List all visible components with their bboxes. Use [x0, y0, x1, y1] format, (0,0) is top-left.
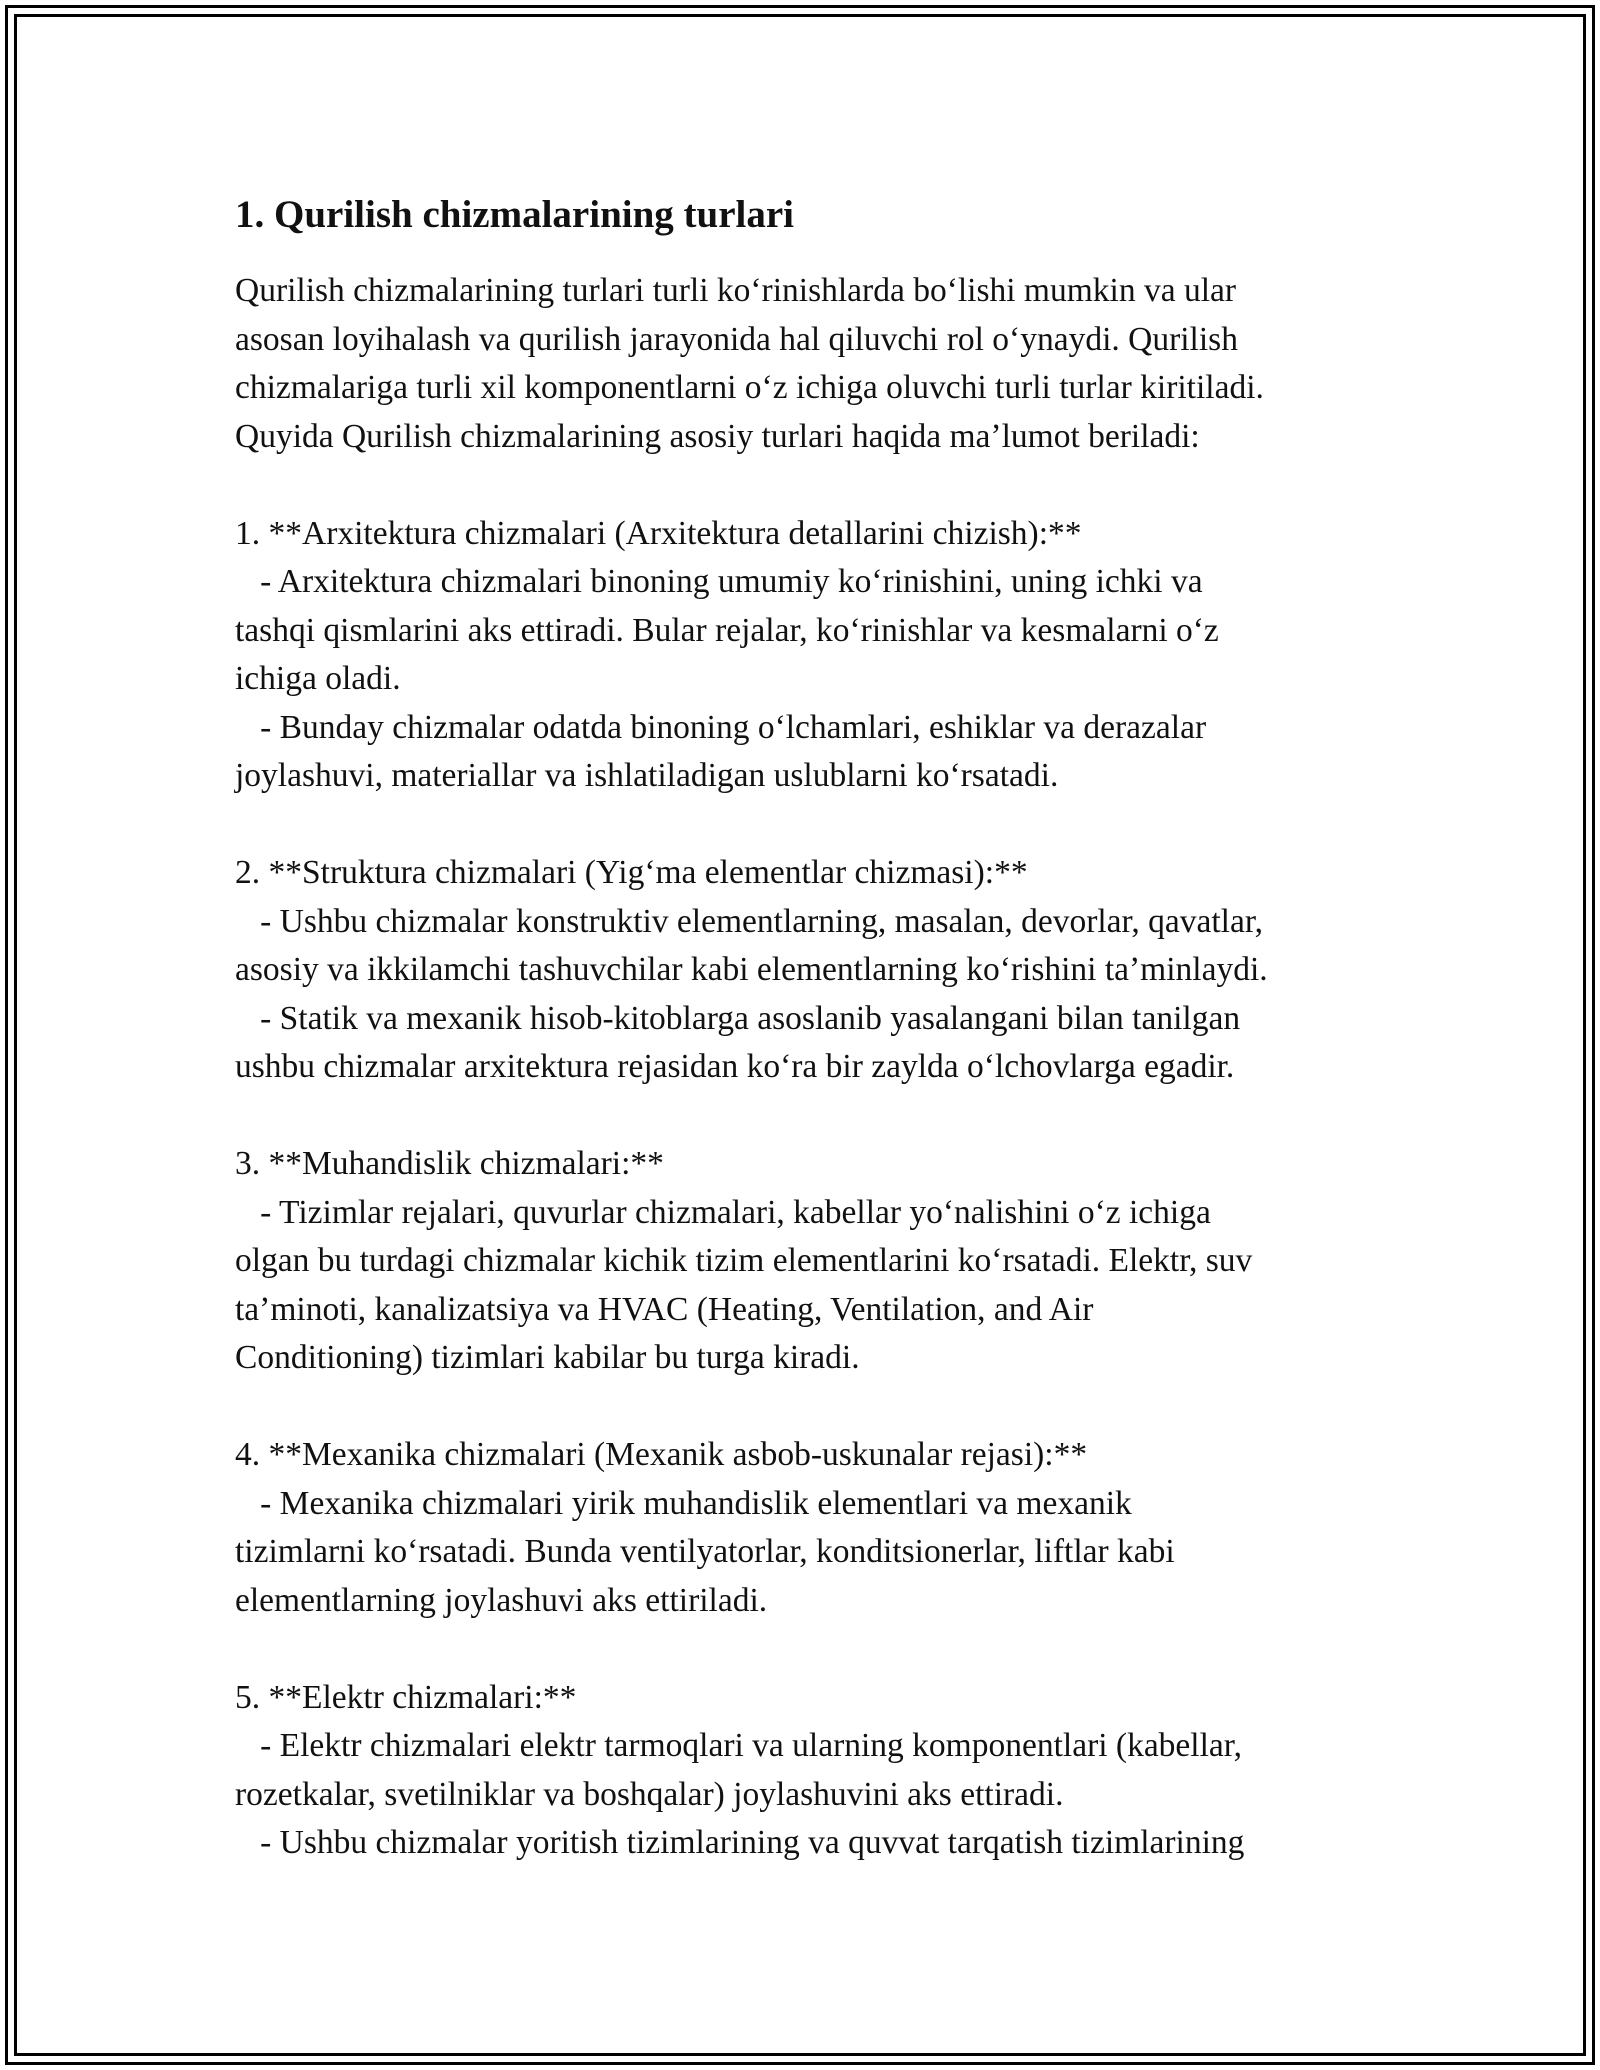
text-line: 2. **Struktura chizmalari (Yigʻma elementlar chizmasi):**: [235, 854, 1028, 891]
text-line: asosiy va ikkilamchi tashuvchilar kabi elementlarning koʻrishini taʼminlaydi.: [235, 951, 1268, 988]
blank-line: [235, 461, 1405, 510]
document-body: [235, 185, 1405, 1868]
document-text: [235, 267, 1405, 1868]
blank-line: [235, 1383, 1405, 1432]
text-line: - Ushbu chizmalar yoritish tizimlarining va quvvat tarqatish tizimlarining: [235, 1824, 1245, 1861]
text-line: 5. **Elektr chizmalari:**: [235, 1678, 577, 1716]
text-line: - Statik va mexanik hisob-kitoblarga asoslanib yasalangani bilan tanilgan: [235, 999, 1241, 1037]
text-line: chizmalariga turli xil komponentlarni oʻz ichiga oluvchi turli turlar kiritiladi.: [235, 369, 1264, 406]
text-line: tashqi qismlarini aks ettiradi. Bular rejalar, koʻrinishlar va kesmalarni oʻz: [235, 611, 1219, 649]
text-line: taʼminoti, kanalizatsiya va HVAC (Heating, Ventilation, and Air: [235, 1290, 1094, 1328]
text-line: ichiga oladi.: [235, 660, 401, 697]
blank-line: [235, 801, 1405, 850]
text-line: 1. **Arxitektura chizmalari (Arxitektura detallarini chizish):**: [235, 514, 1082, 552]
text-line: joylashuvi, materiallar va ishlatiladigan uslublarni koʻrsatadi.: [235, 757, 1059, 794]
text-line: rozetkalar, svetilniklar va boshqalar) joylashuvini aks ettiradi.: [235, 1775, 1064, 1813]
document-title: 1. Qurilish chizmalarining turlari: [235, 193, 795, 236]
text-line: Quyida Qurilish chizmalarining asosiy turlari haqida maʼlumot beriladi:: [235, 417, 1200, 455]
text-line: - Ushbu chizmalar konstruktiv elementlarning, masalan, devorlar, qavatlar,: [235, 902, 1264, 940]
text-line: 3. **Muhandislik chizmalari:**: [235, 1145, 664, 1182]
text-line: tizimlarni koʻrsatadi. Bunda ventilyatorlar, konditsionerlar, liftlar kabi: [235, 1533, 1175, 1570]
text-line: - Bunday chizmalar odatda binoning oʻlchamlari, eshiklar va derazalar: [235, 708, 1207, 746]
text-line: - Tizimlar rejalari, quvurlar chizmalari, kabellar yoʻnalishini oʻz ichiga: [235, 1193, 1211, 1231]
blank-line: [235, 1092, 1405, 1141]
text-line: - Arxitektura chizmalari binoning umumiy koʻrinishini, uning ichki va: [235, 563, 1203, 600]
text-line: ushbu chizmalar arxitektura rejasidan koʻra bir zaylda oʻlchovlarga egadir.: [235, 1048, 1235, 1085]
text-line: 4. **Mexanika chizmalari (Mexanik asbob-uskunalar rejasi):**: [235, 1436, 1088, 1473]
text-line: olgan bu turdagi chizmalar kichik tizim elementlarini koʻrsatadi. Elektr, suv: [235, 1242, 1253, 1279]
text-line: - Mexanika chizmalari yirik muhandislik elementlari va mexanik: [235, 1484, 1132, 1522]
text-line: elementlarning joylashuvi aks ettiriladi.: [235, 1581, 768, 1619]
blank-line: [235, 1625, 1405, 1674]
text-line: Conditioning) tizimlari kabilar bu turga kiradi.: [235, 1339, 860, 1376]
text-line: Qurilish chizmalarining turlari turli koʻrinishlarda boʻlishi mumkin va ular: [235, 272, 1237, 309]
text-line: asosan loyihalash va qurilish jarayonida hal qiluvchi rol oʻynaydi. Qurilish: [235, 320, 1238, 358]
text-line: - Elektr chizmalari elektr tarmoqlari va ularning komponentlari (kabellar,: [235, 1727, 1242, 1764]
